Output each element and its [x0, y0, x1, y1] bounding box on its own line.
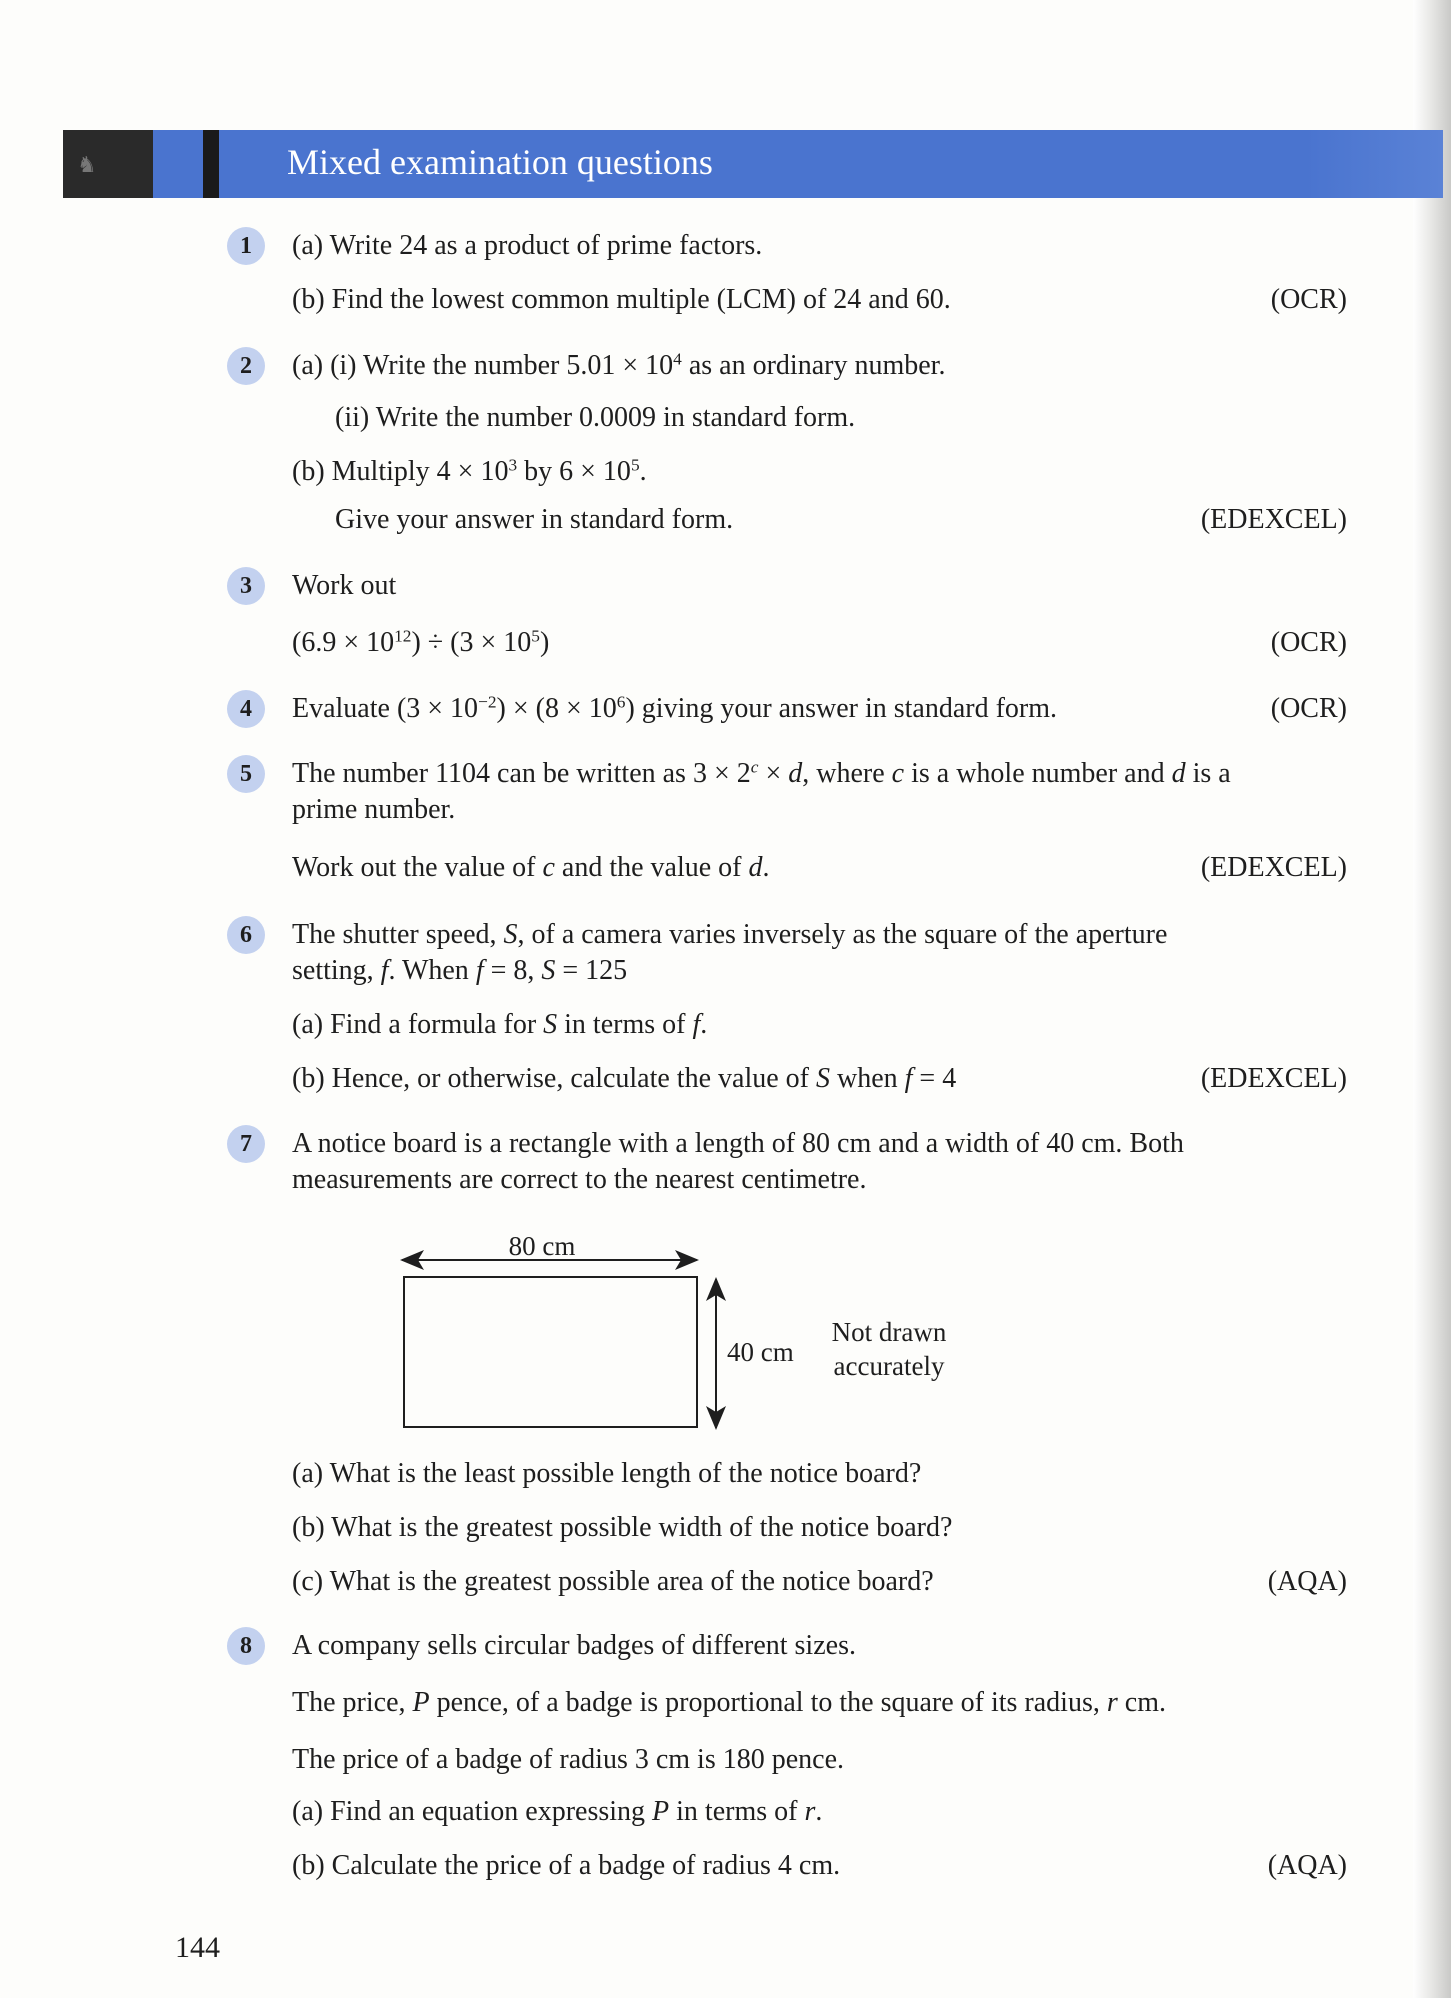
question-text-line-1: The number 1104 can be written as $3 \times 2^c \times d$, where c is a whole number and d is a	[292, 757, 1231, 789]
length-label: 80 cm	[508, 1231, 576, 1261]
question-text-line-3: The price of a badge of radius 3 cm is 180 pence.	[292, 1744, 845, 1775]
question-text-line-2: The price, P pence, of a badge is proportional to the square of its radius, r cm.	[292, 1687, 1166, 1718]
exam-board-source: (EDEXCEL)	[1200, 852, 1347, 883]
not-drawn-note-line-2: accurately	[833, 1351, 945, 1381]
question-number: 6	[227, 916, 265, 954]
header-dark-block	[63, 130, 153, 198]
question-text-line-2: prime number.	[292, 794, 456, 825]
question-number: 5	[227, 755, 265, 793]
question-number: 7	[227, 1125, 265, 1163]
question-part-a: (a) Find a formula for S in terms of f.	[292, 1009, 708, 1040]
width-label: 40 cm	[727, 1337, 794, 1367]
question-number: 1	[227, 227, 265, 265]
section-title: Mixed examination questions	[287, 142, 713, 182]
question-number: 4	[227, 690, 265, 728]
exam-board-source: (OCR)	[1270, 627, 1347, 658]
question-part-a: (a) What is the least possible length of the notice board?	[292, 1458, 922, 1489]
exam-board-source: (EDEXCEL)	[1200, 504, 1347, 535]
question-number: 3	[227, 567, 265, 605]
question-part-a: (a) Write 24 as a product of prime factors.	[292, 230, 763, 261]
question-part-b: (b) What is the greatest possible width of the notice board?	[292, 1512, 953, 1543]
question-text-line-1: The shutter speed, S, of a camera varies inversely as the square of the aperture	[292, 919, 1168, 950]
decorative-figure-icon: ♞	[77, 152, 97, 177]
question-number: 2	[227, 347, 265, 385]
exam-board-source: (EDEXCEL)	[1200, 1063, 1347, 1094]
question-text-line-2: measurements are correct to the nearest centimetre.	[292, 1164, 867, 1195]
question-part-b: (b) Calculate the price of a badge of radius 4 cm.	[292, 1850, 841, 1881]
question-expression: $(6.9 \times 10^{12}) \div (3 \times 10^5)$	[292, 626, 550, 658]
question-text-line-1: A notice board is a rectangle with a length of 80 cm and a width of 40 cm. Both	[292, 1128, 1184, 1159]
question-part-c: (c) What is the greatest possible area of the notice board?	[292, 1566, 934, 1597]
section-header-band	[63, 130, 1443, 198]
exam-board-source: (OCR)	[1270, 284, 1347, 315]
exam-board-source: (AQA)	[1267, 1850, 1347, 1881]
question-task: Work out the value of c and the value of d.	[292, 852, 770, 883]
question-intro: Work out	[292, 570, 397, 601]
header-divider-bar	[203, 130, 219, 198]
question-part-a-i: (a) (i) Write the number $5.01 \times 10^4$ as an ordinary number.	[292, 349, 946, 381]
question-text: Evaluate $(3 \times 10^{-2}) \times (8 \times 10^6)$ giving your answer in standard form.	[292, 692, 1058, 724]
question-part-a-ii: (ii) Write the number 0.0009 in standard form.	[335, 402, 856, 433]
book-spine-shadow	[1413, 0, 1451, 1998]
not-drawn-note-line-1: Not drawn	[831, 1317, 947, 1347]
question-part-b-instruction: Give your answer in standard form.	[335, 504, 734, 535]
question-number: 8	[227, 1627, 265, 1665]
question-part-b: (b) Hence, or otherwise, calculate the value of S when f = 4	[292, 1063, 957, 1094]
exam-board-source: (OCR)	[1270, 693, 1347, 724]
page-number: 144	[175, 1931, 220, 1964]
question-text-line-1: A company sells circular badges of different sizes.	[292, 1630, 856, 1661]
question-part-b: (b) Find the lowest common multiple (LCM) of 24 and 60.	[292, 284, 951, 315]
exam-board-source: (AQA)	[1267, 1566, 1347, 1597]
notice-board-rectangle	[404, 1277, 697, 1427]
question-part-a: (a) Find an equation expressing P in terms of r.	[292, 1796, 823, 1827]
notice-board-diagram	[392, 1223, 972, 1453]
question-text-line-2: setting, f. When f = 8, S = 125	[292, 955, 628, 986]
question-part-b: (b) Multiply $4 \times 10^3$ by $6 \times 10^5$.	[292, 455, 647, 487]
